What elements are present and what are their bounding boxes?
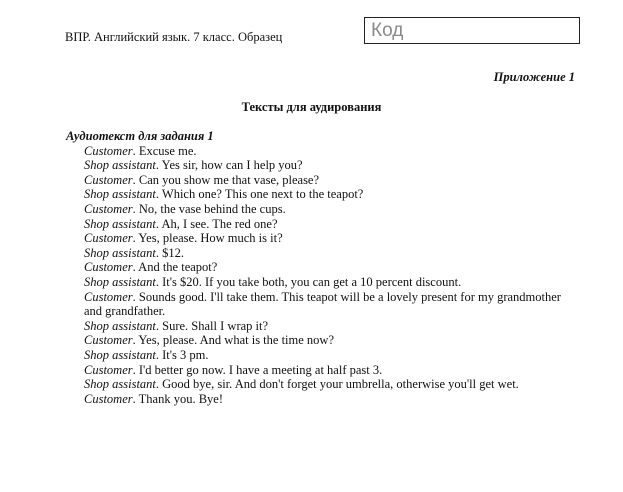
- speaker-name: Shop assistant: [84, 216, 156, 231]
- speaker-name: Shop assistant: [84, 274, 156, 289]
- dialogue: [66, 144, 566, 407]
- speaker-name: Customer: [84, 391, 133, 406]
- speaker-name: Shop assistant: [84, 318, 156, 333]
- dialogue-line: [66, 290, 566, 319]
- speaker-name: Customer: [84, 172, 133, 187]
- dialogue-text: . Sure. Shall I wrap it?: [155, 318, 269, 333]
- speaker-name: Customer: [84, 333, 133, 348]
- dialogue-text: . It's $20. If you take both, you can get a 10 percent discount.: [155, 274, 462, 289]
- speaker-name: Customer: [84, 362, 133, 377]
- transcript: [66, 129, 566, 406]
- dialogue-text: . No, the vase behind the cups.: [132, 201, 286, 216]
- dialogue-line: [66, 333, 566, 348]
- dialogue-text: . Yes, please. How much is it?: [132, 231, 283, 246]
- dialogue-line: [66, 144, 566, 159]
- speaker-name: Customer: [84, 143, 133, 158]
- speaker-name: Shop assistant: [84, 158, 156, 173]
- dialogue-line: [66, 231, 566, 246]
- dialogue-text: . And the teapot?: [132, 260, 218, 275]
- section-title: Тексты для аудирования: [241, 100, 382, 114]
- dialogue-line: [66, 173, 566, 188]
- task-heading: Аудиотекст для задания 1: [66, 129, 214, 143]
- speaker-name: Customer: [84, 260, 133, 275]
- dialogue-line: [66, 187, 566, 202]
- code-field[interactable]: Код: [364, 17, 580, 44]
- dialogue-text: . It's 3 pm.: [155, 347, 209, 362]
- dialogue-text: . Ah, I see. The red one?: [155, 216, 278, 231]
- speaker-name: Shop assistant: [84, 347, 156, 362]
- dialogue-line: [66, 217, 566, 232]
- dialogue-text: . Sounds good. I'll take them. This teapot will be a lovely present for my grandmother and grandfather.: [84, 289, 561, 319]
- dialogue-text: . Yes sir, how can I help you?: [155, 158, 303, 173]
- speaker-name: Customer: [84, 289, 133, 304]
- dialogue-line: [66, 377, 566, 392]
- dialogue-line: [66, 246, 566, 261]
- dialogue-text: . Excuse me.: [132, 143, 197, 158]
- dialogue-line: [66, 363, 566, 378]
- speaker-name: Shop assistant: [84, 187, 156, 202]
- document-header-title: ВПР. Английский язык. 7 класс. Образец: [65, 30, 283, 44]
- appendix-label: Приложение 1: [493, 70, 575, 84]
- dialogue-line: [66, 158, 566, 173]
- dialogue-line: [66, 319, 566, 334]
- dialogue-text: . Can you show me that vase, please?: [132, 172, 320, 187]
- dialogue-line: [66, 260, 566, 275]
- dialogue-line: [66, 202, 566, 217]
- dialogue-line: [66, 275, 566, 290]
- dialogue-text: . Which one? This one next to the teapot?: [155, 187, 364, 202]
- speaker-name: Shop assistant: [84, 245, 156, 260]
- dialogue-text: . Good bye, sir. And don't forget your umbrella, otherwise you'll get wet.: [155, 377, 519, 392]
- speaker-name: Shop assistant: [84, 377, 156, 392]
- speaker-name: Customer: [84, 231, 133, 246]
- dialogue-line: [66, 392, 566, 407]
- dialogue-text: . $12.: [155, 245, 185, 260]
- speaker-name: Customer: [84, 201, 133, 216]
- dialogue-line: [66, 348, 566, 363]
- dialogue-text: . Thank you. Bye!: [132, 391, 224, 406]
- dialogue-text: . I'd better go now. I have a meeting at half past 3.: [132, 362, 383, 377]
- dialogue-text: . Yes, please. And what is the time now?: [132, 333, 334, 348]
